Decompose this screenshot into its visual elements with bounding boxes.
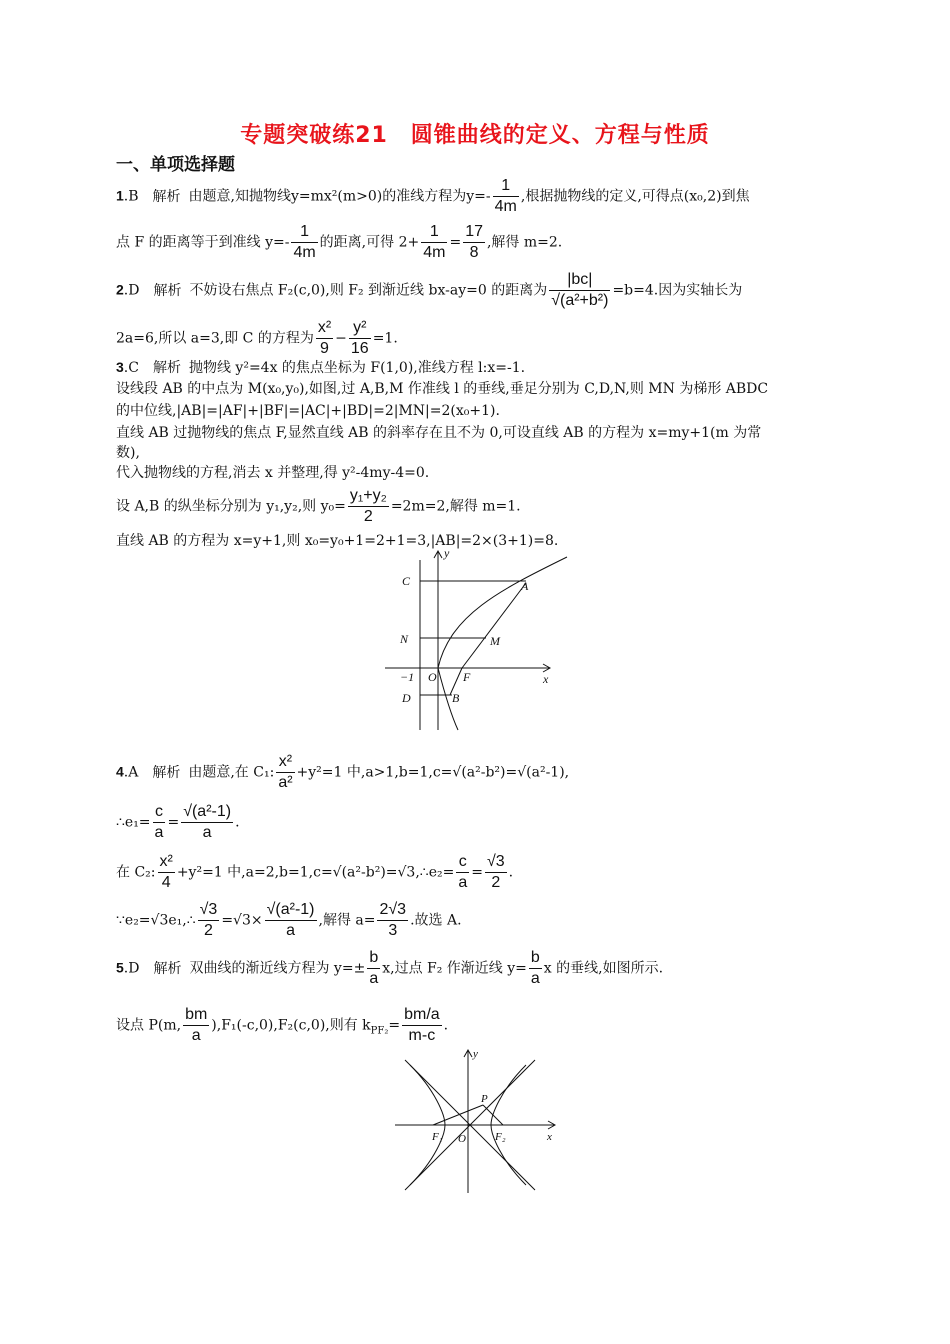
fig1-label: C [402,574,411,588]
q3-line-7: 设 A,B 的纵坐标分别为 y₁,y₂,则 y₀= $\frac{\text{y₁+y₂}}{2}$ =2m=2,解得 m=1. [116,487,521,525]
q1-number: 1 [116,187,124,204]
hyperbola-figure [395,1045,565,1195]
fraction: $\frac{2√3}{3}$ [379,901,407,939]
q4-line-4: ∵e₂=√3e₁,∴ $\frac{√3}{2}$ =√3× $\frac{\text{√(a²-1)}}{a}$ ,解得 a= $\frac{2√3}{3}$ .故选 A. [116,901,462,939]
q2-line-1: 2.D 解析 不妨设右焦点 F₂(c,0),则 F₂ 到渐近线 bx-ay=0 的距离为 $\frac{|bc|}{\text{√(a²+b²)}}$ =b=4.因为实轴长为 [116,271,743,309]
q3-line-6: 代入抛物线的方程,消去 x 并整理,得 y²-4my-4=0. [116,465,430,481]
fraction: $\frac{|bc|}{\text{√(a²+b²)}}$ [551,271,609,309]
fraction: $\frac{c}{a}$ [458,853,468,891]
fraction: $\frac{b}{a}$ [369,949,379,987]
fig1-label: O [428,670,437,684]
q1-line-1: 1.B 解析 由题意,知抛物线y=mx²(m>0)的准线方程为y=- $\frac{1}{4m}$ ,根据抛物线的定义,可得点(x₀,2)到焦 [116,177,750,215]
q4-line-2: ∴e₁= $\frac{c}{a}$ = $\frac{\text{√(a²-1)}}{a}$ . [116,803,240,841]
fraction: $\frac{\text{√(a²-1)}}{a}$ [183,803,232,841]
fraction: $\frac{b}{a}$ [530,949,540,987]
parabola-figure [380,545,580,735]
fraction: $\frac{bm/a}{m-c}$ [404,1006,440,1044]
fig1-label: N [400,632,409,646]
q5-line-2: 设点 P(m, $\frac{bm}{a}$ ),F₁(-c,0),F₂(c,0),则有 $k_{PF_2}=$ $\frac{bm/a}{m-c}$ . [116,1006,449,1044]
page-title: 专题突破练21 圆锥曲线的定义、方程与性质 [240,123,710,148]
q4-line-3: 在 C₂: $\frac{\text{x²}}{4}$ +y²=1 中,a=2,b=1,c=√(a²-b²)=√3,∴e₂= $\frac{c}{a}$ = $\frac{√3}{2}$ . [116,853,514,891]
fig1-label: A [521,579,529,593]
q3-line-8: 直线 AB 的方程为 x=y+1,则 x₀=y₀+1=2+1=3,|AB|=2×(3+1)=8. [116,533,559,549]
fraction: $\frac{\text{x²}}{\text{a²}}$ [278,753,293,791]
chord-ab [462,583,526,668]
q3-line-1: 3.C 解析 抛物线 y²=4x 的焦点坐标为 F(1,0),准线方程 l:x=-1. [116,359,526,376]
fraction: $\frac{\text{x²}}{9}$ [317,319,332,357]
fraction: $\frac{\text{y₁+y₂}}{2}$ [349,487,387,525]
fig1-label: M [490,634,500,648]
q3-line-4: 直线 AB 过抛物线的焦点 F,显然直线 AB 的斜率存在且不为 0,可设直线 AB 的方程为 x=my+1(m 为常 [116,425,762,441]
q3-line-3: 的中位线,|AB|=|AF|+|BF|=|AC|+|BD|=2|MN|=2(x₀+1). [116,403,500,419]
q4-line-1: 4.A 解析 由题意,在 C₁: $\frac{\text{x²}}{\text{a²}}$ +y²=1 中,a>1,b=1,c=√(a²-b²)=√(a²-1), [116,753,570,791]
fig1-label: D [402,691,411,705]
perpendicular [483,1105,503,1125]
fig1-label: x [543,672,549,686]
fraction: $\frac{17}{8}$ [465,223,483,261]
fraction: $\frac{1}{4m}$ [293,223,316,261]
q5-line-1: 5.D 解析 双曲线的渐近线方程为 y=± $\frac{b}{a}$ x,过点 F₂ 作渐近线 y= $\frac{b}{a}$ x 的垂线,如图所示. [116,949,664,987]
fraction: $\frac{bm}{a}$ [185,1006,208,1044]
analysis-tag: 解析 [152,188,181,205]
fraction: $\frac{\text{y²}}{16}$ [350,319,369,357]
q1-answer: .B [123,188,139,205]
q2-line-2: 2a=6,所以 a=3,即 C 的方程为 $\frac{\text{x²}}{9}$ − $\frac{\text{y²}}{16}$ =1. [116,319,398,357]
fraction: $\frac{√3}{2}$ [486,853,505,891]
fig1-label: B [452,691,460,705]
fig2-label: y [473,1048,478,1060]
fraction: $\frac{c}{a}$ [154,803,164,841]
fig2-label: P [481,1093,488,1105]
fig2-label: F₁ [432,1131,443,1143]
fraction: $\frac{1}{4m}$ [494,177,517,215]
q3-line-2: 设线段 AB 的中点为 M(x₀,y₀),如图,过 A,B,M 作准线 l 的垂线,垂足分别为 C,D,N,则 MN 为梯形 ABDC [116,381,769,397]
fig2-label: F₂ [495,1131,506,1143]
fraction: $\frac{1}{4m}$ [423,223,446,261]
fraction: $\frac{√3}{2}$ [199,901,218,939]
fig1-label: y [444,546,450,560]
q3-line-5: 数), [116,445,140,461]
fig1-label: F [463,670,471,684]
fraction: $\frac{\text{x²}}{4}$ [159,853,173,891]
fig2-label: O [458,1133,466,1145]
fig2-label: x [547,1131,552,1143]
fig1-label: −1 [400,670,415,684]
fraction: $\frac{\text{√(a²-1)}}{a}$ [266,901,315,939]
section-heading: 一、单项选择题 [116,155,235,175]
q1-line-2: 点 F 的距离等于到准线 y=- $\frac{1}{4m}$ 的距离,可得 2+ $\frac{1}{4m}$ = $\frac{17}{8}$ ,解得 m=2. [116,223,563,261]
